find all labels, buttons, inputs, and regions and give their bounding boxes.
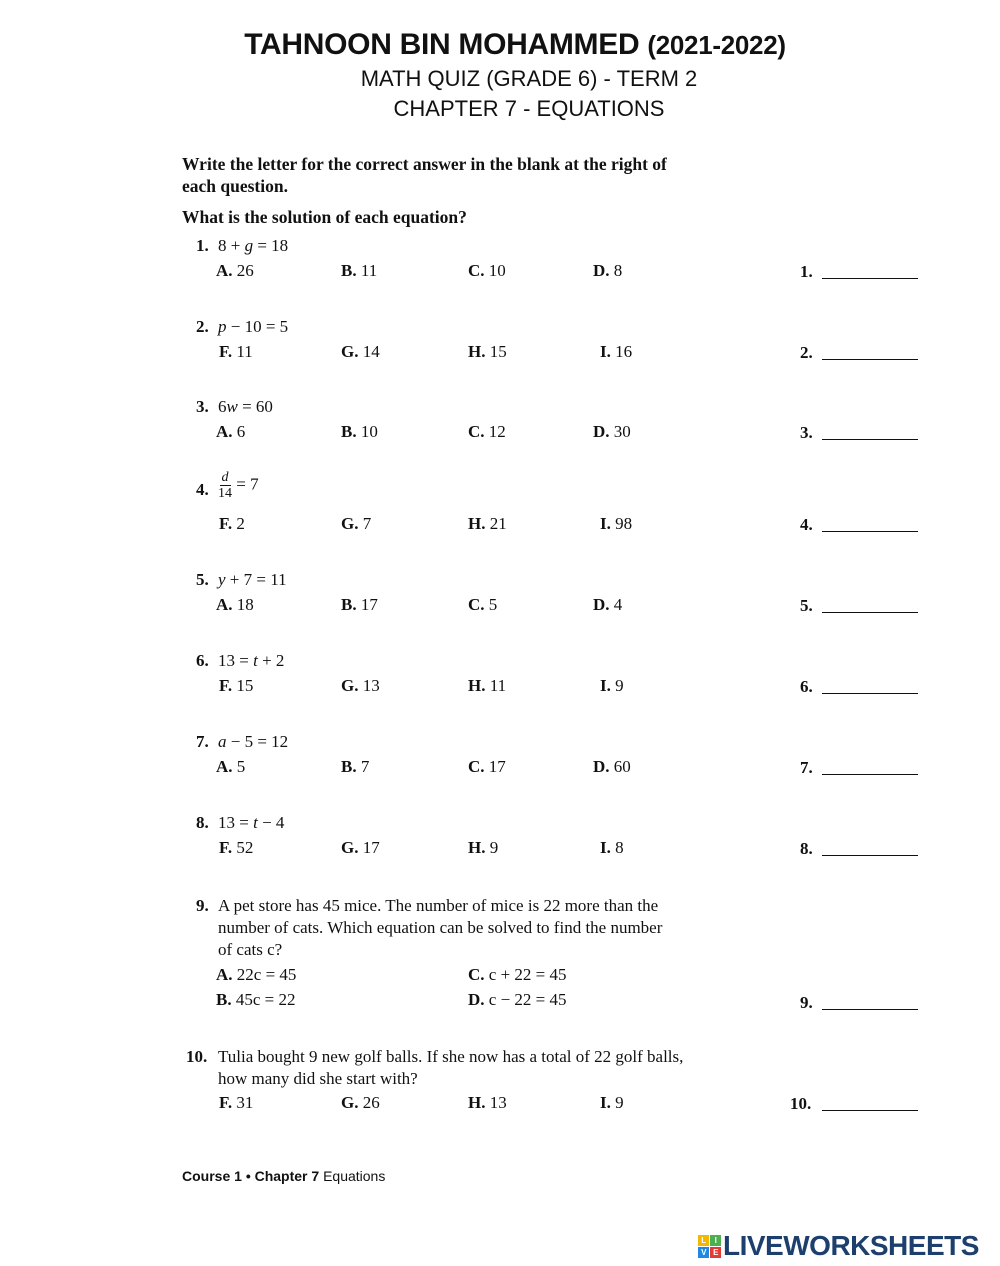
answer-option [341, 676, 380, 696]
answer-option [593, 261, 622, 281]
option-letter: A. [216, 595, 233, 614]
answer-option [468, 342, 507, 362]
answer-option [600, 514, 632, 534]
question-number: 10. [186, 1047, 208, 1066]
option-value: 9 [610, 1093, 624, 1112]
answer-option [341, 422, 378, 442]
answer-option [468, 965, 567, 985]
option-value: 31 [232, 1093, 254, 1112]
answer-option [216, 595, 254, 615]
answer-blank-9[interactable] [822, 991, 918, 1010]
option-value: 21 [485, 514, 507, 533]
option-value: 5 [484, 595, 498, 614]
answer-option [468, 514, 507, 534]
option-letter: B. [341, 757, 357, 776]
option-value: 60 [609, 757, 631, 776]
answer-option [600, 676, 624, 696]
answer-option [341, 757, 369, 777]
answer-option [468, 676, 506, 696]
option-value: c − 22 = 45 [488, 990, 567, 1009]
equation-part: = 18 [253, 236, 289, 255]
answer-blank-10[interactable] [822, 1092, 918, 1111]
option-letter: G. [341, 1093, 359, 1112]
option-letter: G. [341, 342, 359, 361]
answer-option [593, 595, 622, 615]
option-value: 8 [609, 261, 623, 280]
option-letter: H. [468, 838, 486, 857]
question-text-line: Tulia bought 9 new golf balls. If she now has a total of 22 golf balls, [218, 1047, 684, 1066]
answer-label: 8. [800, 839, 813, 858]
question-number: 4. [196, 480, 209, 499]
equation-part: t [253, 813, 258, 832]
question-number: 5. [196, 570, 209, 589]
option-value: 98 [610, 514, 633, 533]
option-letter: H. [468, 342, 486, 361]
option-letter: I. [600, 838, 611, 857]
question-number: 7. [196, 732, 209, 751]
answer-option [341, 514, 371, 534]
equation-part: 8 + [218, 236, 245, 255]
answer-option [219, 514, 245, 534]
answer-option [341, 1093, 380, 1113]
option-letter: F. [219, 342, 233, 361]
answer-option [219, 1093, 253, 1113]
footer-course: Course 1 [182, 1168, 242, 1184]
option-letter: B. [341, 422, 357, 441]
option-letter: B. [341, 595, 357, 614]
fraction [218, 470, 232, 501]
quiz-subtitle: MATH QUIZ (GRADE 6) - TERM 2 [360, 66, 698, 91]
option-letter: D. [593, 261, 610, 280]
answer-option [216, 990, 295, 1010]
equation-part: 13 = [218, 651, 254, 670]
option-value: 11 [485, 676, 507, 695]
option-letter: I. [600, 514, 611, 533]
answer-label: 4. [800, 515, 813, 534]
option-letter: D. [593, 422, 610, 441]
question-equation [218, 236, 288, 256]
answer-option [468, 1093, 507, 1113]
answer-option [593, 422, 631, 442]
option-letter: D. [468, 990, 489, 1009]
footer-bullet: • [245, 1168, 251, 1184]
equation-part: − 10 = 5 [226, 317, 289, 336]
answer-option [600, 342, 632, 362]
school-year: (2021-2022) [647, 30, 786, 60]
instruction-line: each question. [182, 176, 288, 196]
logo-text: LIVEWORKSHEETS [723, 1230, 979, 1261]
option-value: 6 [232, 422, 246, 441]
option-letter: G. [341, 514, 359, 533]
answer-option [600, 838, 624, 858]
option-letter: I. [600, 342, 611, 361]
answer-option [468, 990, 567, 1010]
answer-blank-5[interactable] [822, 594, 918, 613]
answer-option [468, 261, 506, 281]
option-value: 15 [485, 342, 507, 361]
answer-blank-1[interactable] [822, 260, 918, 279]
footer-topic: Equations [323, 1168, 386, 1184]
option-value: 8 [610, 838, 624, 857]
option-value: 17 [356, 595, 378, 614]
answer-option [341, 261, 377, 281]
answer-option [219, 676, 253, 696]
answer-option [219, 838, 253, 858]
question-prompt: What is the solution of each equation? [182, 207, 467, 227]
option-letter: C. [468, 595, 485, 614]
answer-option [341, 595, 378, 615]
chapter-subtitle: CHAPTER 7 - EQUATIONS [393, 96, 665, 121]
answer-option [341, 342, 380, 362]
answer-option [468, 757, 506, 777]
option-letter: B. [341, 261, 357, 280]
option-value: 9 [610, 676, 624, 695]
option-value: 4 [609, 595, 623, 614]
option-value: 22c = 45 [236, 965, 297, 984]
option-value: 13 [485, 1093, 507, 1112]
answer-option [468, 595, 497, 615]
question-number: 1. [196, 236, 209, 255]
option-letter: C. [468, 422, 485, 441]
option-value: 13 [358, 676, 380, 695]
answer-blank-2[interactable] [822, 341, 918, 360]
answer-blank-8[interactable] [822, 837, 918, 856]
instruction-line: Write the letter for the correct answer in the blank at the right of [182, 154, 667, 174]
question-equation [218, 813, 284, 833]
denominator: 14 [218, 486, 232, 501]
answer-option [468, 422, 506, 442]
answer-option [216, 261, 254, 281]
option-value: 10 [356, 422, 378, 441]
answer-label: 2. [800, 343, 813, 362]
answer-blank-3[interactable] [822, 421, 918, 440]
option-value: 5 [232, 757, 246, 776]
option-value: 26 [358, 1093, 380, 1112]
option-letter: D. [593, 757, 610, 776]
answer-option [593, 757, 631, 777]
answer-option [216, 965, 296, 985]
question-text-line: number of cats. Which equation can be solved to find the number [218, 918, 663, 937]
question-number: 2. [196, 317, 209, 336]
equation-part: = 60 [237, 397, 273, 416]
answer-option [468, 838, 498, 858]
option-value: 26 [232, 261, 254, 280]
option-value: 7 [356, 757, 370, 776]
question-number: 6. [196, 651, 209, 670]
answer-label: 1. [800, 262, 813, 281]
question-equation [218, 570, 287, 590]
answer-option [600, 1093, 624, 1113]
equation-part: − 4 [257, 813, 285, 832]
equation-part: w [226, 397, 238, 416]
footer-chapter: Chapter 7 [254, 1168, 320, 1184]
option-letter: G. [341, 676, 359, 695]
option-letter: H. [468, 676, 486, 695]
option-letter: F. [219, 838, 233, 857]
option-value: c + 22 = 45 [488, 965, 567, 984]
option-value: 10 [484, 261, 506, 280]
option-value: 30 [609, 422, 631, 441]
option-letter: F. [219, 1093, 233, 1112]
option-value: 11 [356, 261, 378, 280]
answer-option [216, 757, 245, 777]
logo-tile: E [710, 1247, 721, 1258]
question-equation [218, 397, 273, 417]
option-letter: F. [219, 514, 233, 533]
option-value: 12 [484, 422, 506, 441]
option-value: 14 [358, 342, 380, 361]
option-letter: I. [600, 1093, 611, 1112]
footer [182, 1168, 385, 1184]
answer-label: 10. [790, 1094, 812, 1113]
option-letter: D. [593, 595, 610, 614]
numerator: d [221, 470, 229, 485]
option-letter: A. [216, 422, 233, 441]
question-number: 9. [196, 896, 209, 915]
answer-label: 6. [800, 677, 813, 696]
option-value: 52 [232, 838, 254, 857]
equation-part: g [244, 236, 254, 255]
option-letter: C. [468, 757, 485, 776]
instructions [182, 153, 667, 197]
question-equation [218, 317, 288, 337]
option-value: 16 [610, 342, 633, 361]
option-letter: H. [468, 1093, 486, 1112]
answer-label: 3. [800, 423, 813, 442]
equation-part: p [218, 317, 227, 336]
logo-tile: I [710, 1235, 721, 1246]
equation-part: − 5 = 12 [226, 732, 289, 751]
option-letter: C. [468, 965, 489, 984]
question-equation [218, 732, 288, 752]
option-value: 17 [358, 838, 380, 857]
equation-part: 6 [218, 397, 227, 416]
question-equation [218, 651, 284, 671]
answer-option [219, 342, 253, 362]
option-value: 9 [485, 838, 499, 857]
question-text-line: how many did she start with? [218, 1069, 418, 1088]
logo-tile: V [698, 1247, 709, 1258]
option-letter: F. [219, 676, 233, 695]
option-value: 45c = 22 [235, 990, 296, 1009]
page-title [0, 28, 1000, 62]
question-text-line: A pet store has 45 mice. The number of mice is 22 more than the [218, 896, 659, 915]
answer-blank-7[interactable] [822, 756, 918, 775]
option-value: 11 [232, 342, 253, 361]
liveworksheets-logo [698, 1230, 979, 1262]
question-text-line: of cats c? [218, 940, 283, 959]
answer-blank-4[interactable] [822, 513, 918, 532]
option-letter: B. [216, 990, 236, 1009]
question-number: 8. [196, 813, 209, 832]
option-value: 15 [232, 676, 254, 695]
option-letter: A. [216, 757, 233, 776]
option-letter: A. [216, 965, 237, 984]
equation-part: 13 = [218, 813, 254, 832]
equation-part: = 7 [232, 474, 259, 494]
option-value: 17 [484, 757, 506, 776]
logo-icon [698, 1235, 721, 1258]
option-letter: H. [468, 514, 486, 533]
school-name: TAHNOON BIN MOHAMMED [244, 28, 640, 61]
option-value: 2 [232, 514, 245, 533]
answer-label: 5. [800, 596, 813, 615]
equation-part: + 7 = 11 [225, 570, 287, 589]
equation-part: t [253, 651, 258, 670]
answer-blank-6[interactable] [822, 675, 918, 694]
option-value: 7 [358, 514, 372, 533]
answer-option [216, 422, 245, 442]
question-number: 3. [196, 397, 209, 416]
option-letter: G. [341, 838, 359, 857]
answer-label: 9. [800, 993, 813, 1012]
question-equation [218, 470, 259, 501]
logo-tile: L [698, 1235, 709, 1246]
equation-part: + 2 [257, 651, 285, 670]
option-letter: C. [468, 261, 485, 280]
equation-part: a [218, 732, 227, 751]
answer-label: 7. [800, 758, 813, 777]
equation-part: y [218, 570, 226, 589]
option-letter: I. [600, 676, 611, 695]
option-value: 18 [232, 595, 254, 614]
option-letter: A. [216, 261, 233, 280]
answer-option [341, 838, 380, 858]
